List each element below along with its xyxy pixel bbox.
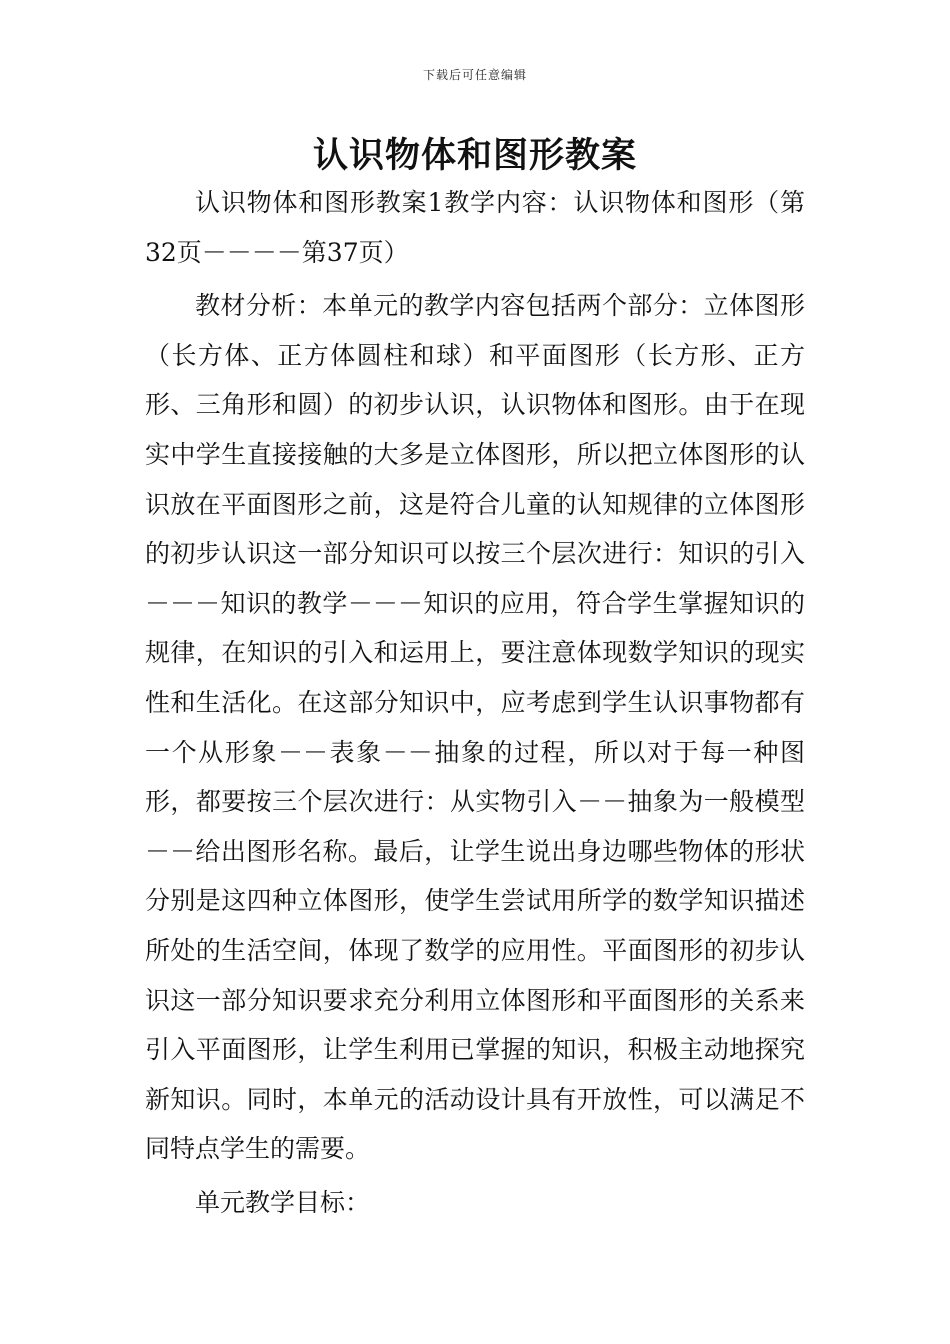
paragraph-analysis: 教材分析：本单元的教学内容包括两个部分：立体图形（长方体、正方体圆柱和球）和平面图形（长方形、正方形、三角形和圆）的初步认识，认识物体和图形。由于在现实中学生直接接触的大多是立体图形，所以把立体图形的认识放在平面图形之前，这是符合儿童的认知规律的立体图形的初步认识这一部分知识可以按三个层次进行：知识的引入－－－知识的教学－－－知识的应用，符合学生掌握知识的规律，在知识的引入和运用上，要注意体现数学知识的现实性和生活化。在这部分知识中，应考虑到学生认识事物都有一个从形象－－表象－－抽象的过程，所以对于每一种图形，都要按三个层次进行：从实物引入－－抽象为一般模型－－给出图形名称。最后，让学生说出身边哪些物体的形状分别是这四种立体图形，使学生尝试用所学的数学知识描述所处的生活空间，体现了数学的应用性。平面图形的初步认识这一部分知识要求充分利用立体图形和平面图形的关系来引入平面图形，让学生利用已掌握的知识，积极主动地探究新知识。同时，本单元的活动设计具有开放性，可以满足不同特点学生的需要。 bbox=[145, 291, 805, 1164]
header-note: 下载后可任意编辑 bbox=[422, 68, 527, 82]
document-title: 认识物体和图形教案 bbox=[312, 136, 637, 176]
paragraph-intro: 认识物体和图形教案1教学内容：认识物体和图形（第32页－－－－第37页） bbox=[145, 188, 805, 267]
document-body bbox=[145, 178, 805, 1227]
paragraph-objectives-heading: 单元教学目标： bbox=[195, 1187, 371, 1217]
